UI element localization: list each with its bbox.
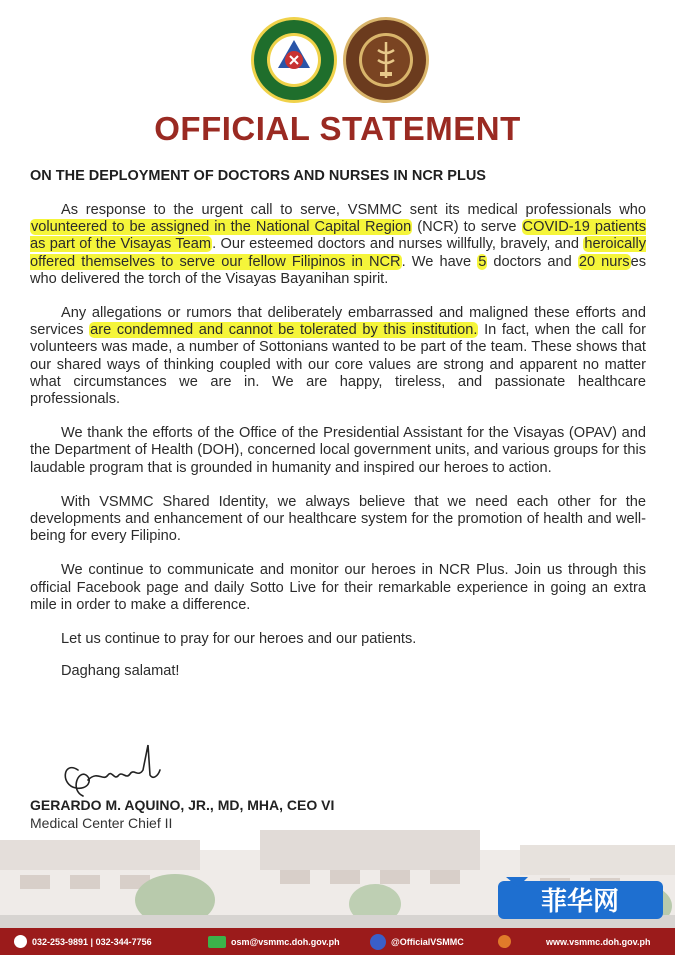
- paragraph-thanks: We thank the efforts of the Office of the Presidential Assistant for the Visayas (OPAV) and the Department of Health (DOH), concerned local government units, and various groups for this laudable program that is grounded in humanity and inspired our heroes to action.: [30, 425, 646, 476]
- footer-facebook-text: @OfficialVSMMC: [391, 936, 464, 947]
- watermark-text: 菲华网: [540, 887, 620, 917]
- statement-subheading: ON THE DEPLOYMENT OF DOCTORS AND NURSES IN NCR PLUS: [30, 168, 486, 184]
- vsmmc-seal-logo: [342, 16, 430, 104]
- highlight: heroically offered themselves to serve our fellow Filipinos in NCR: [30, 236, 646, 270]
- footer-facebook: [370, 928, 464, 955]
- facebook-icon: [370, 934, 386, 950]
- paragraph-allegations: Any allegations or rumors that deliberately embarrassed and maligned these efforts and services are condemned and cannot be tolerated by this institution. In fact, when the call for volunteers was made, a number of Sottonians wanted to be part of the team. These shows that our shared ways of thinking coupled with our core values are strong and apparent no matter what circumstances we are in. We are happy, tireless, and passionate healthcare professionals.: [30, 305, 646, 408]
- paragraph-deployment: As response to the urgent call to serve, VSMMC sent its medical professionals who volunteered to be assigned in the National Capital Region (NCR) to serve COVID-19 patients as part of the Visayas Team. Our esteemed doctors and nurses willfully, bravely, and heroically offered themselves to serve our fellow Filipinos in NCR. We have 5 doctors and 20 nurses who delivered the torch of the Visayas Bayanihan spirit.: [30, 202, 647, 287]
- page-title: OFFICIAL STATEMENT: [154, 110, 521, 147]
- highlight: COVID-19 patients as part of the Visayas Team: [30, 219, 647, 253]
- closing-line: Daghang salamat!: [61, 663, 180, 680]
- phone-icon: [14, 935, 27, 948]
- watermark-logo: [498, 877, 663, 921]
- paragraph-monitoring: We continue to communicate and monitor our heroes in NCR Plus. Join us through this official Facebook page and daily Sotto Live for their remarkable experience in going an extra mile in order to make a difference.: [30, 562, 646, 613]
- footer-phone: [14, 928, 152, 955]
- email-icon: [208, 936, 226, 948]
- signer-title: Medical Center Chief II: [30, 815, 173, 831]
- footer-email-text: osm@vsmmc.doh.gov.ph: [231, 936, 340, 947]
- signer-name: GERARDO M. AQUINO, JR., MD, MHA, CEO VI: [30, 797, 335, 813]
- footer-email: [208, 928, 340, 955]
- footer-website-text: www.vsmmc.doh.gov.ph: [546, 936, 651, 947]
- paragraph-prayer: Let us continue to pray for our heroes and our patients.: [61, 631, 417, 648]
- highlight: volunteered to be assigned in the National Capital Region: [31, 219, 412, 236]
- footer-bar: [0, 928, 675, 955]
- highlight: 20 nurs: [578, 253, 630, 270]
- doh-seal-logo: [250, 16, 338, 104]
- highlight: are condemned and cannot be tolerated by this institution.: [90, 322, 478, 339]
- statement-body: [30, 202, 646, 695]
- footer-phone-text: 032-253-9891 | 032-344-7756: [32, 936, 152, 947]
- highlight: 5: [478, 253, 487, 270]
- signature: [48, 740, 168, 800]
- footer-website: [498, 928, 651, 955]
- paragraph-shared-identity: With VSMMC Shared Identity, we always believe that we need each other for the developments and enhancement of our healthcare system for the promotion of health and well-being for every Filipino.: [30, 493, 646, 545]
- header-seals: [0, 16, 675, 106]
- globe-icon: [498, 935, 511, 948]
